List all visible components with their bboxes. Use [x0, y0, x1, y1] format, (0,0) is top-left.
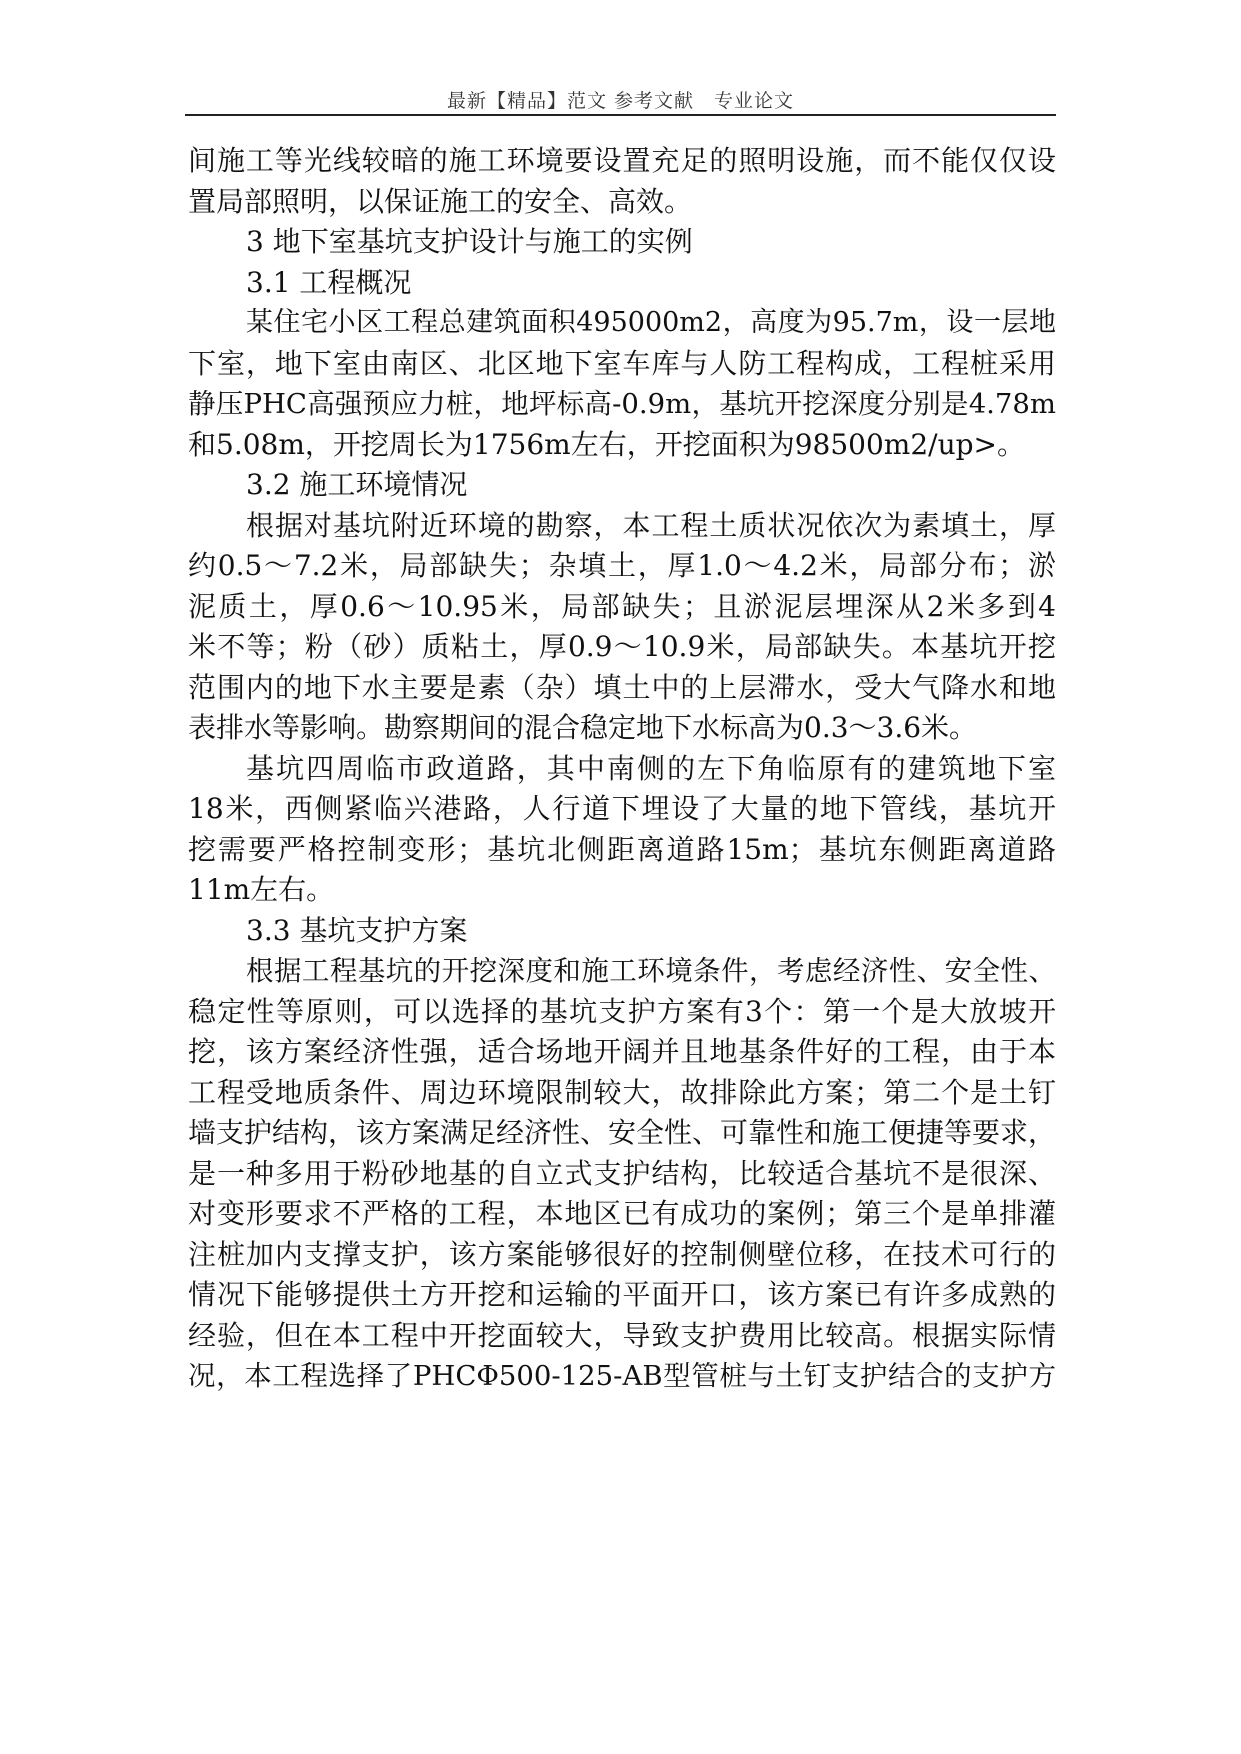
text-line: 11m左右。 — [188, 873, 335, 906]
text-line: 稳定性等原则，可以选择的基坑支护方案有3个：第一个是大放坡开 — [188, 994, 1056, 1028]
text-line: 注桩加内支撑支护，该方案能够很好的控制侧壁位移，在技术可行的 — [188, 1237, 1056, 1271]
text-line: 下室，地下室由南区、北区地下室车库与人防工程构成，工程桩采用 — [188, 346, 1056, 380]
text-line: 置局部照明，以保证施工的安全、高效。 — [188, 184, 693, 218]
text-line: 3.3 基坑支护方案 — [246, 913, 468, 947]
text-line: 工程受地质条件、周边环境限制较大，故排除此方案；第二个是土钉 — [188, 1075, 1056, 1109]
text-line: 挖，该方案经济性强，适合场地开阔并且地基条件好的工程，由于本 — [188, 1035, 1056, 1068]
text-line: 间施工等光线较暗的施工环境要设置充足的照明设施，而不能仅仅设 — [188, 144, 1056, 177]
text-line: 基坑四周临市政道路，其中南侧的左下角临原有的建筑地下室 — [246, 751, 1056, 785]
text-line: 约0.5～7.2米，局部缺失；杂填土，厚1.0～4.2米，局部分布；淤 — [188, 549, 1056, 582]
text-line: 3 地下室基坑支护设计与施工的实例 — [246, 225, 693, 258]
text-line: 是一种多用于粉砂地基的自立式支护结构，比较适合基坑不是很深、 — [188, 1156, 1056, 1190]
text-line: 根据对基坑附近环境的勘察，本工程土质状况依次为素填土，厚 — [246, 508, 1056, 542]
text-line: 18米，西侧紧临兴港路，人行道下埋设了大量的地下管线，基坑开 — [188, 792, 1056, 825]
text-line: 况，本工程选择了PHCΦ500-125-AB型管桩与土钉支护结合的支护方 — [188, 1360, 1056, 1392]
text-line: 3.1 工程概况 — [246, 265, 412, 299]
text-line: 和5.08m，开挖周长为1756m左右，开挖面积为98500m2/up>。 — [188, 427, 1025, 461]
text-line: 米不等；粉（砂）质粘土，厚0.9～10.9米，局部缺失。本基坑开挖 — [188, 630, 1056, 663]
header-divider — [185, 114, 1056, 116]
text-line: 3.2 施工环境情况 — [246, 468, 468, 501]
text-line: 情况下能够提供土方开挖和运输的平面开口，该方案已有许多成熟的 — [188, 1278, 1056, 1311]
text-line: 经验，但在本工程中开挖面较大，导致支护费用比较高。根据实际情 — [188, 1318, 1056, 1352]
text-line: 表排水等影响。勘察期间的混合稳定地下水标高为0.3～3.6米。 — [188, 711, 978, 744]
text-line: 泥质土，厚0.6～10.95米，局部缺失；且淤泥层埋深从2米多到4 — [188, 589, 1056, 623]
text-line: 挖需要严格控制变形；基坑北侧距离道路15m；基坑东侧距离道路 — [188, 832, 1056, 866]
text-line: 墙支护结构，该方案满足经济性、安全性、可靠性和施工便捷等要求， — [188, 1116, 1057, 1149]
text-line: 根据工程基坑的开挖深度和施工环境条件，考虑经济性、安全性、 — [246, 955, 1056, 987]
document-body — [188, 141, 1056, 1397]
text-line: 范围内的地下水主要是素（杂）填土中的上层滞水，受大气降水和地 — [188, 670, 1056, 704]
page-header: 最新【精品】范文 参考文献 专业论文 — [446, 90, 795, 112]
text-line: 某住宅小区工程总建筑面积495000m2，高度为95.7m，设一层地 — [246, 307, 1056, 338]
text-line: 对变形要求不严格的工程，本地区已有成功的案例；第三个是单排灌 — [188, 1197, 1056, 1230]
text-line: 静压PHC高强预应力桩，地坪标高-0.9m，基坑开挖深度分别是4.78m — [188, 388, 1056, 420]
